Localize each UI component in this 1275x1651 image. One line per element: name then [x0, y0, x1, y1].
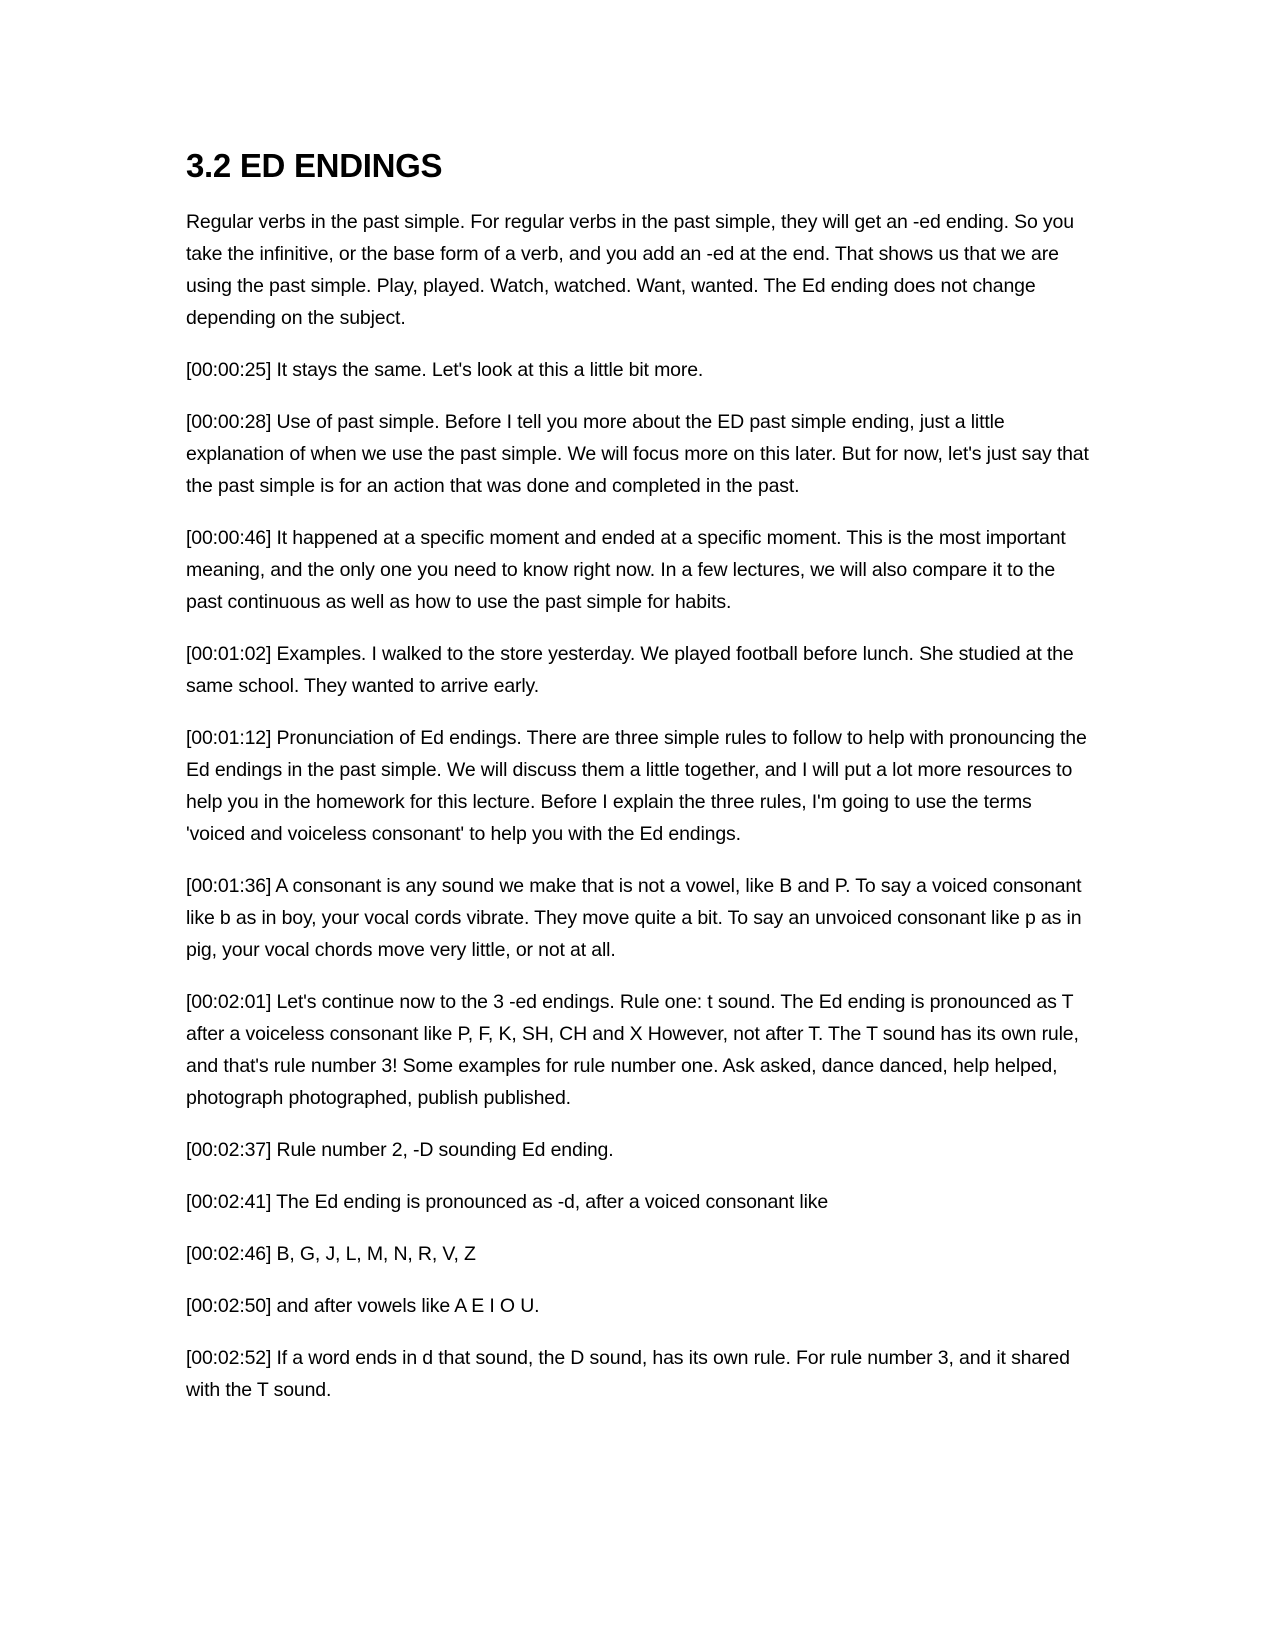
- paragraph-00-01-02: [00:01:02] Examples. I walked to the store yesterday. We played football before lunch. She studied at the same school. They wanted to arrive early.: [186, 643, 1074, 697]
- paragraph-00-02-46: [00:02:46] B, G, J, L, M, N, R, V, Z: [186, 1243, 476, 1265]
- paragraph-00-02-41: [00:02:41] The Ed ending is pronounced as -d, after a voiced consonant like: [186, 1191, 829, 1213]
- paragraph-00-01-12: [00:01:12] Pronunciation of Ed endings. There are three simple rules to follow to help with pronouncing the Ed endings in the past simple. We will discuss them a little together, and I will put a lot more resources to help you in the homework for this lecture. Before I explain the three rules, I'm going to use the terms 'voiced and voiceless consonant' to help you with the Ed endings.: [186, 727, 1087, 845]
- paragraph-00-02-50: [00:02:50] and after vowels like A E I O U.: [186, 1295, 540, 1317]
- paragraph-00-02-52: [00:02:52] If a word ends in d that sound, the D sound, has its own rule. For rule number 3, and it shared with the T sound.: [186, 1347, 1070, 1401]
- paragraph-00-02-37: [00:02:37] Rule number 2, -D sounding Ed ending.: [186, 1139, 614, 1161]
- paragraph-00-01-36: [00:01:36] A consonant is any sound we make that is not a vowel, like B and P. To say a voiced consonant like b as in boy, your vocal cords vibrate. They move quite a bit. To say an unvoiced consonant like p as in pig, your vocal chords move very little, or not at all.: [186, 875, 1082, 961]
- document-page: [186, 146, 1091, 1426]
- paragraph-00-00-46: [00:00:46] It happened at a specific moment and ended at a specific moment. This is the most important meaning, and the only one you need to know right now. In a few lectures, we will also compare it to the past continuous as well as how to use the past simple for habits.: [186, 527, 1066, 613]
- paragraph-00-02-01: [00:02:01] Let's continue now to the 3 -ed endings. Rule one: t sound. The Ed ending is pronounced as T after a voiceless consonant like P, F, K, SH, CH and X However, not after T. The T sound has its own rule, and that's rule number 3! Some examples for rule number one. Ask asked, dance danced, help helped, photograph photographed, publish published.: [186, 991, 1079, 1109]
- paragraph-intro: Regular verbs in the past simple. For regular verbs in the past simple, they will get an -ed ending. So you take the infinitive, or the base form of a verb, and you add an -ed at the end. That shows us that we are using the past simple. Play, played. Watch, watched. Want, wanted. The Ed ending does not change depending on the subject.: [186, 211, 1074, 329]
- page-title: 3.2 ED ENDINGS: [186, 147, 443, 184]
- paragraph-00-00-28: [00:00:28] Use of past simple. Before I tell you more about the ED past simple ending, just a little explanation of when we use the past simple. We will focus more on this later. But for now, let's just say that the past simple is for an action that was done and completed in the past.: [186, 411, 1089, 497]
- paragraph-00-00-25: [00:00:25] It stays the same. Let's look at this a little bit more.: [186, 359, 704, 381]
